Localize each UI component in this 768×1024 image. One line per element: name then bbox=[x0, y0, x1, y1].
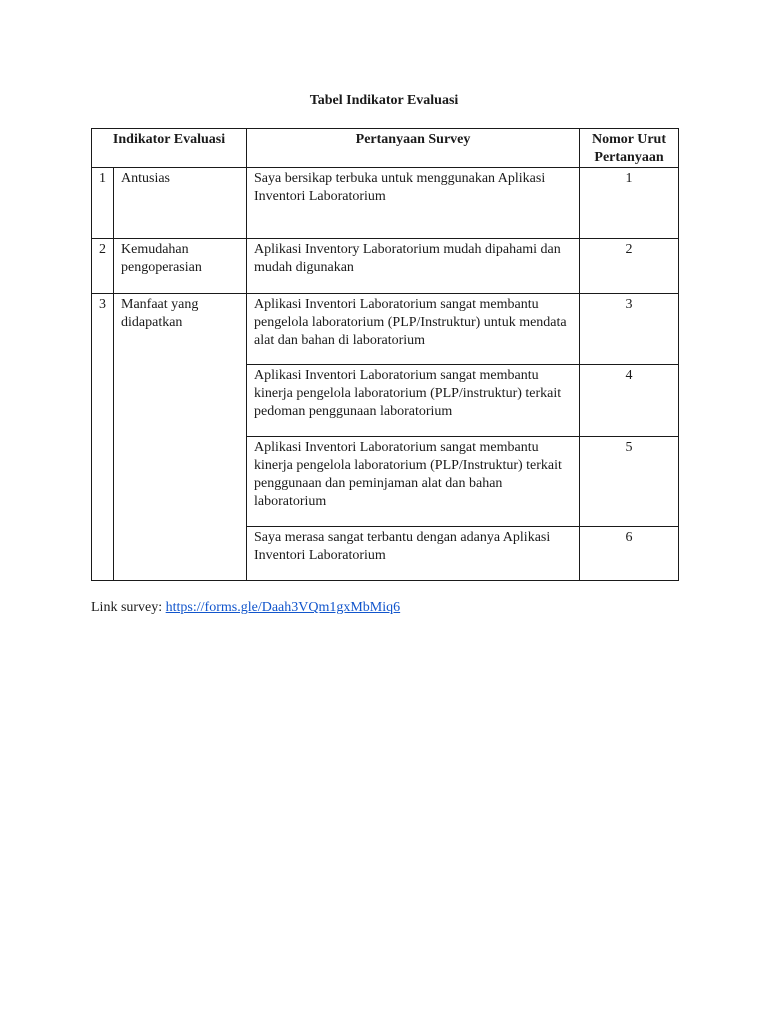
indicator-cell: Antusias bbox=[114, 168, 247, 239]
header-indicator: Indikator Evaluasi bbox=[92, 129, 247, 168]
survey-link-line bbox=[91, 600, 400, 616]
question-cell: Saya bersikap terbuka untuk menggunakan Aplikasi Inventori Laboratorium bbox=[247, 168, 580, 239]
table-row bbox=[92, 168, 679, 239]
table-header-row bbox=[92, 129, 679, 168]
question-cell: Aplikasi Inventory Laboratorium mudah dipahami dan mudah digunakan bbox=[247, 239, 580, 294]
question-number-cell: 5 bbox=[580, 437, 679, 527]
header-question: Pertanyaan Survey bbox=[247, 129, 580, 168]
question-cell: Aplikasi Inventori Laboratorium sangat membantu kinerja pengelola laboratorium (PLP/Instruktur) terkait penggunaan dan peminjaman alat dan bahan laboratorium bbox=[247, 437, 580, 527]
row-number: 3 bbox=[92, 294, 114, 581]
indicator-cell: Manfaat yang didapatkan bbox=[114, 294, 247, 581]
question-number-cell: 4 bbox=[580, 365, 679, 437]
question-number-cell: 6 bbox=[580, 527, 679, 581]
question-number-cell: 2 bbox=[580, 239, 679, 294]
header-number: Nomor Urut Pertanyaan bbox=[580, 129, 679, 168]
survey-link-label: Link survey: bbox=[91, 600, 166, 615]
evaluation-table bbox=[91, 128, 679, 581]
question-cell: Aplikasi Inventori Laboratorium sangat membantu kinerja pengelola laboratorium (PLP/instruktur) terkait pedoman penggunaan laboratorium bbox=[247, 365, 580, 437]
question-number-cell: 1 bbox=[580, 168, 679, 239]
row-number: 2 bbox=[92, 239, 114, 294]
row-number: 1 bbox=[92, 168, 114, 239]
question-number-cell: 3 bbox=[580, 294, 679, 365]
survey-link[interactable]: https://forms.gle/Daah3VQm1gxMbMiq6 bbox=[165, 600, 401, 615]
page-title: Tabel Indikator Evaluasi bbox=[309, 93, 459, 108]
question-cell: Saya merasa sangat terbantu dengan adanya Aplikasi Inventori Laboratorium bbox=[247, 527, 580, 581]
table-row bbox=[92, 294, 679, 365]
table-row bbox=[92, 239, 679, 294]
question-cell: Aplikasi Inventori Laboratorium sangat membantu pengelola laboratorium (PLP/Instruktur) untuk mendata alat dan bahan di laboratorium bbox=[247, 294, 580, 365]
indicator-cell: Kemudahan pengoperasian bbox=[114, 239, 247, 294]
